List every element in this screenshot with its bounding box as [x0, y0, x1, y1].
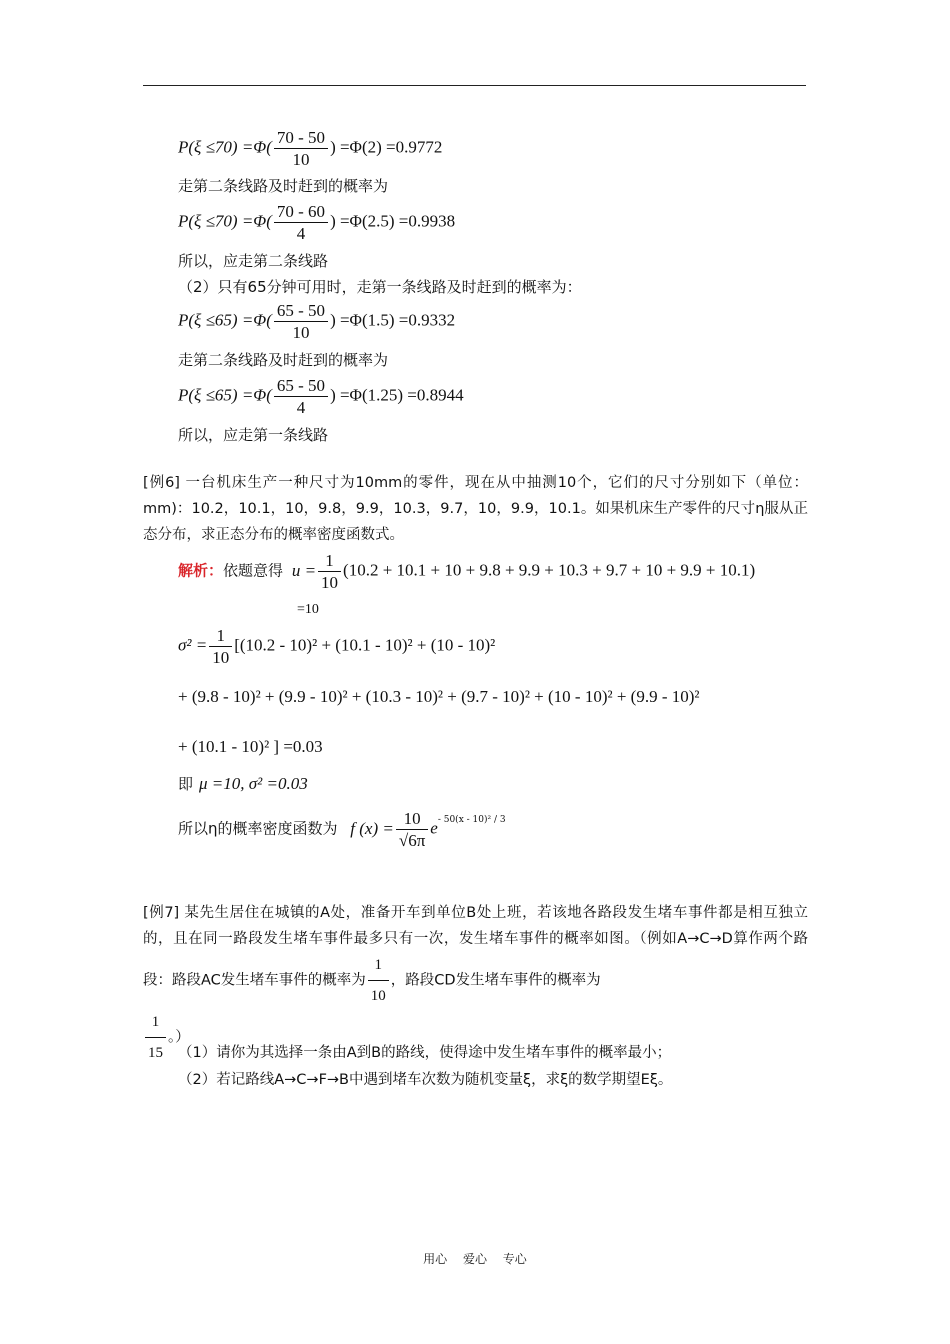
- text-line-5: 走第二条线路及时赶到的概率为: [178, 351, 389, 369]
- mu-sigma-summary: 即 μ =10, σ² =0.03: [178, 774, 308, 793]
- text-line-6: 所以，应走第一条线路: [178, 426, 329, 444]
- equation-2: P(ξ ≤70) =Φ( $\frac{70 - 60}{4}$ ) =Φ(2.5) =0.9938: [178, 202, 456, 243]
- example-6-paragraph: [例6] 一台机床生产一种尺寸为10mm的零件，现在从中抽测10个，它们的尺寸分别如下（单位：mm)：10.2，10.1，10，9.8，9.9，10.3，9.7，10，9.9，10.1。如果机床生产零件的尺寸η服从正态分布，求正态分布的概率密度函数式。: [143, 475, 808, 543]
- example-7-paragraph: [例7] 某先生居住在城镇的A处，准备开车到单位B处上班，若该地各路段发生堵车事件都是相互独立的，且在同一路段发生堵车事件最多只有一次，发生堵车事件的概率如图。（例如A→C→D算作两个路段：路段AC发生堵车事件的概率为 $\frac{1}{10}$ ，路段CD发生堵车事件的概率为 $\frac{1}{15}$ 。）: [143, 905, 808, 1061]
- question-2: （2）若记路线A→C→F→B中遇到堵车次数为随机变量ξ，求ξ的数学期望Eξ。: [178, 1072, 673, 1088]
- solution-mu-line: 解析：依题意得 u = $\frac{1}{10}$ (10.2 + 10.1 + 10 + 9.8 + 9.9 + 10.3 + 9.7 + 10 + 9.9 + 10.1): [178, 551, 756, 592]
- sigma-row-2: + (9.8 - 10)² + (9.9 - 10)² + (10.3 - 10)² + (9.7 - 10)² + (10 - 10)² + (9.9 - 10)²: [178, 687, 700, 706]
- mu-result: =10: [297, 602, 319, 617]
- density-function: 所以η的概率密度函数为 f (x) = $\frac{10}{√6\pi}$ $e^{- 50(x - 10)^2 / 3}$: [178, 809, 506, 850]
- sigma-row-3: + (10.1 - 10)² ] =0.03: [178, 737, 323, 756]
- solution-label: 解析：: [178, 561, 224, 580]
- equation-3: P(ξ ≤65) =Φ( $\frac{65 - 50}{10}$ ) =Φ(1.5) =0.9332: [178, 301, 456, 342]
- text-line-4: （2）只有65分钟可用时，走第一条线路及时赶到的概率为：: [178, 278, 582, 296]
- question-1: （1）请你为其选择一条由A到B的路线，使得途中发生堵车事件的概率最小；: [178, 1045, 672, 1061]
- equation-1: P(ξ ≤70) =Φ( $\frac{70 - 50}{10}$ ) =Φ(2) =0.9772: [178, 128, 443, 169]
- sigma-row-1: σ² = $\frac{1}{10}$ [(10.2 - 10)² + (10.1 - 10)² + (10 - 10)²: [178, 626, 496, 667]
- page-footer: 用心 爱心 专心: [423, 1252, 527, 1266]
- header-rule: [143, 85, 806, 86]
- text-line-3: 所以，应走第二条线路: [178, 252, 329, 270]
- equation-4: P(ξ ≤65) =Φ( $\frac{65 - 50}{4}$ ) =Φ(1.25) =0.8944: [178, 376, 464, 417]
- text-line-2: 走第二条线路及时赶到的概率为: [178, 177, 389, 195]
